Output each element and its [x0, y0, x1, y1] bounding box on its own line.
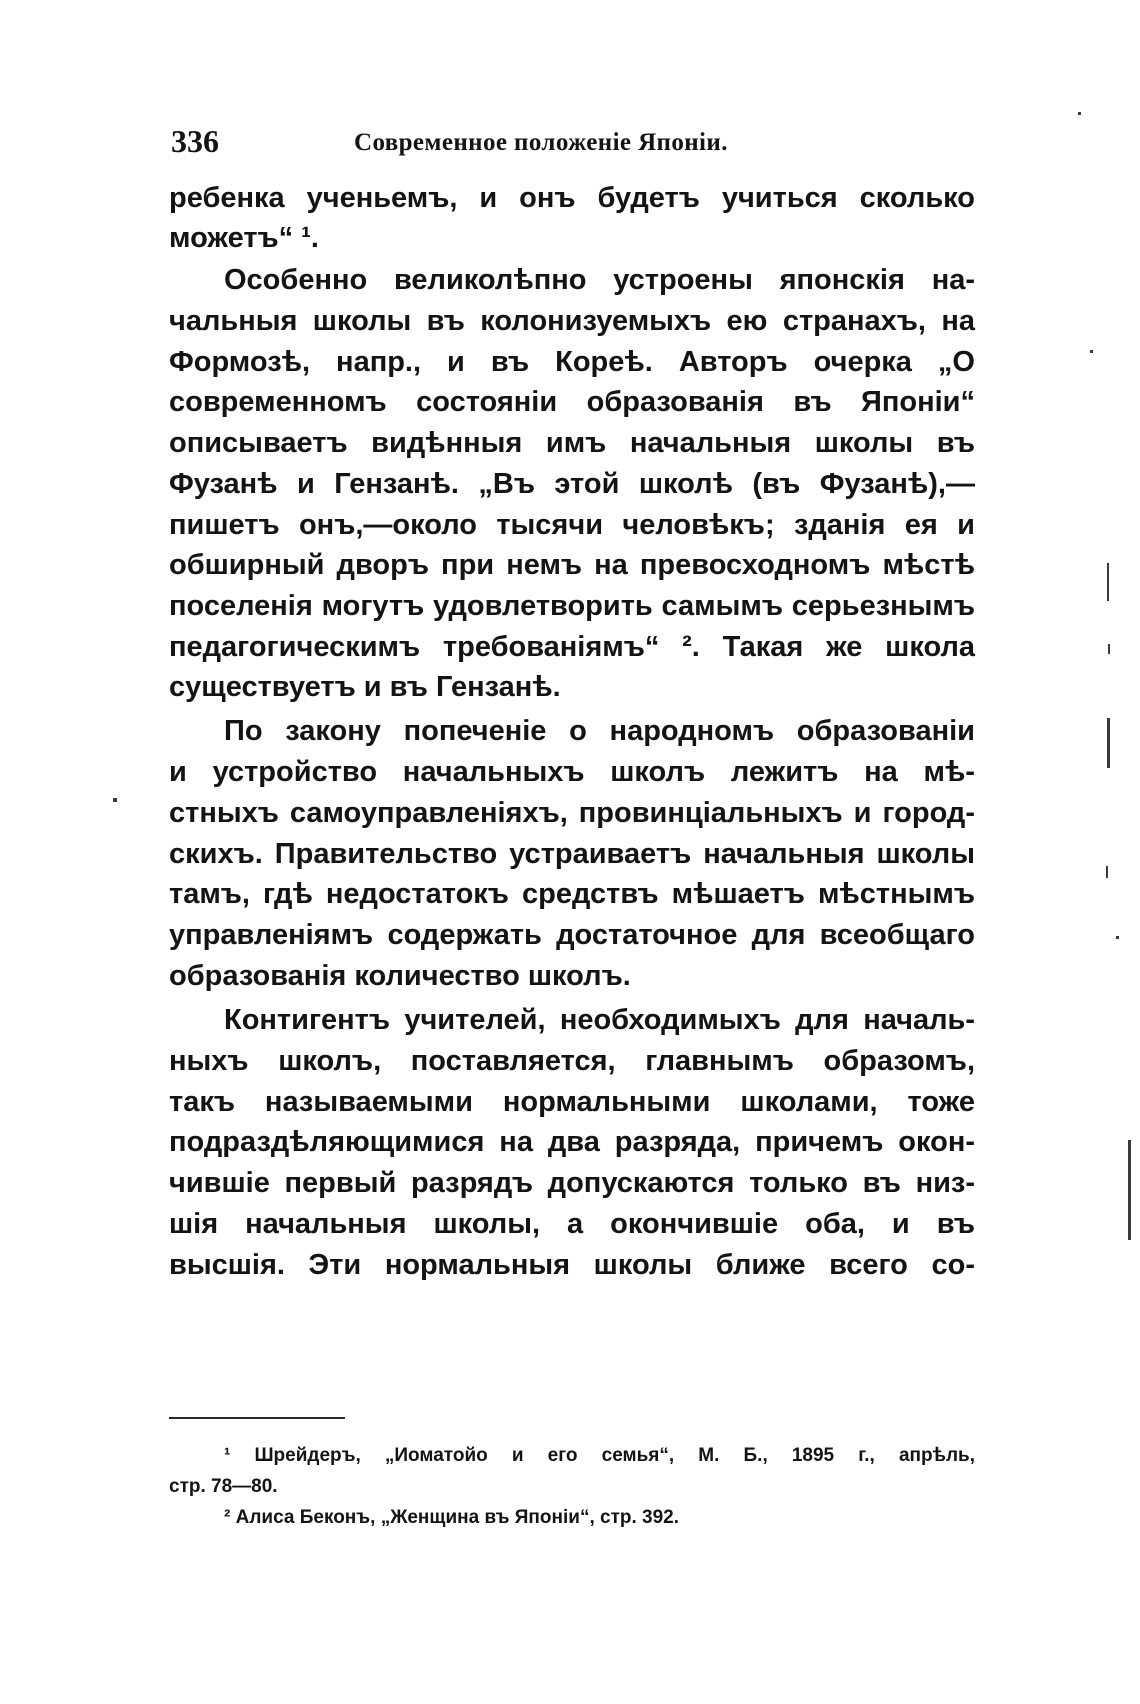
- scan-speck: [113, 798, 117, 802]
- text-line: существуетъ и въ Гензанѣ.: [169, 671, 561, 703]
- text-line: описываетъ видѣнныя имъ начальныя школы въ: [169, 427, 975, 459]
- text-line: педагогическимъ требованіямъ“ ². Такая же школа: [169, 631, 975, 663]
- text-line: такъ называемыми нормальными школами, тоже: [169, 1086, 975, 1118]
- text-line: шія начальныя школы, а окончившіе оба, и въ: [169, 1208, 975, 1240]
- text-line: управленіямъ содержать достаточное для всеобщаго: [169, 919, 975, 951]
- text-line: По закону попеченіе о народномъ образованіи: [224, 715, 975, 747]
- text-line: ребенка ученьемъ, и онъ будетъ учиться сколько: [169, 182, 975, 214]
- text-line: пишетъ онъ,—около тысячи человѣкъ; зданія ея и: [169, 509, 975, 541]
- page-header: [171, 123, 971, 173]
- text-line: обширный дворъ при немъ на превосходномъ мѣстѣ: [169, 549, 975, 581]
- text-line: поселенія могутъ удовлетворить самымъ серьезнымъ: [169, 590, 975, 622]
- scan-speck: [1078, 112, 1081, 115]
- text-line: высшія. Эти нормальныя школы ближе всего со-: [169, 1249, 975, 1281]
- scan-mark: [1107, 563, 1109, 601]
- scan-speck: [1116, 936, 1119, 939]
- running-title: Современное положеніе Японіи.: [354, 129, 728, 156]
- text-line: Особенно великолѣпно устроены японскія на-: [224, 264, 975, 296]
- text-line: подраздѣляющимися на два разряда, причемъ окон-: [169, 1126, 975, 1158]
- scan-mark: [1108, 644, 1110, 654]
- scan-mark: [1128, 1140, 1131, 1240]
- footnote-line: ² Алиса Беконъ, „Женщина въ Японіи“, стр. 392.: [224, 1507, 680, 1528]
- text-line: стныхъ самоуправленіяхъ, провинціальныхъ и город-: [169, 797, 975, 829]
- text-line: образованія количество школъ.: [169, 960, 631, 992]
- text-line: современномъ состояніи образованія въ Японіи“: [169, 386, 975, 418]
- text-line: Контигентъ учителей, необходимыхъ для началь-: [224, 1004, 975, 1036]
- text-line: и устройство начальныхъ школъ лежитъ на мѣ-: [169, 756, 975, 788]
- text-line: ныхъ школъ, поставляется, главнымъ образомъ,: [169, 1045, 975, 1077]
- text-line: тамъ, гдѣ недостатокъ средствъ мѣшаетъ мѣстнымъ: [169, 878, 975, 910]
- text-line: чившіе первый разрядъ допускаются только въ низ-: [169, 1167, 975, 1199]
- footnote-line: стр. 78—80.: [169, 1476, 278, 1497]
- scan-mark: [1107, 718, 1110, 768]
- text-line: можетъ“ ¹.: [169, 222, 319, 254]
- text-line: чальныя школы въ колонизуемыхъ ею странахъ, на: [169, 305, 975, 337]
- text-line: скихъ. Правительство устраиваетъ начальныя школы: [169, 838, 975, 870]
- text-line: Формозѣ, напр., и въ Кореѣ. Авторъ очерка „О: [169, 346, 975, 378]
- footnote-rule: [169, 1417, 345, 1419]
- footnote-line: ¹ Шрейдеръ, „Иоматойо и его семья“, М. Б., 1895 г., апрѣль,: [224, 1445, 975, 1466]
- text-line: Фузанѣ и Гензанѣ. „Въ этой школѣ (въ Фузанѣ),—: [169, 468, 975, 500]
- scan-speck: [1090, 350, 1093, 353]
- page-number: 336: [171, 123, 219, 159]
- scan-mark: [1106, 866, 1108, 878]
